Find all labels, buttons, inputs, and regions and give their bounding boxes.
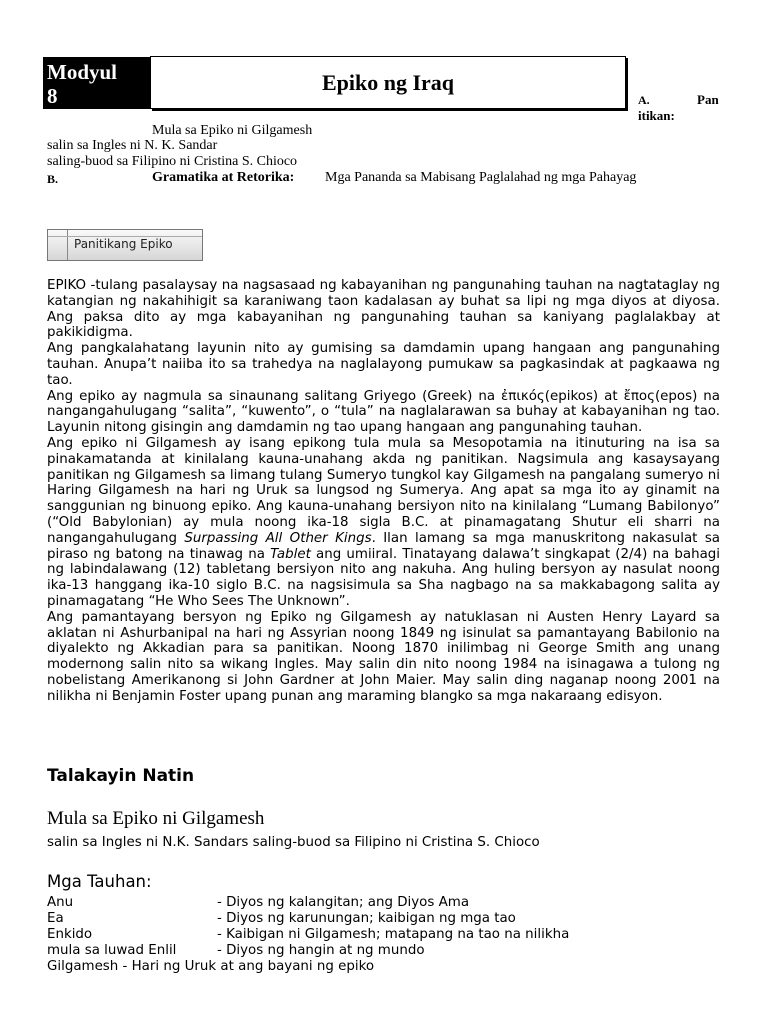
paragraph-layunin: Ang pangkalahatang layunin nito ay gumising sa damdamin upang hangaan ang pangunahing tauhan. Anupa’t naiiba ito sa trahedya na naglalayong pumukaw sa pagkasindak at pagkaawa ng tao. (47, 341, 720, 388)
module-label: Modyul (47, 60, 118, 84)
character-desc: - Diyos ng karunungan; kaibigan ng mga tao (217, 910, 516, 926)
paragraph-standard-version: Ang pamantayang bersyon ng Epiko ng Gilgamesh ay natuklasan ni Austen Henry Layard sa aklatan ni Ashurbanipal na hari ng Assyrian noong 1849 ng isinulat sa pamantayang Babilonio na diyalekto ng Akkadian para sa panitikan. Noong 1870 inilimbag ni George Smith ang unang modernong salin nito sa wikang Ingles. May salin din nito noong 1984 na isinagawa a tulong ng nobelistang Amerikanong si John Gardner at John Maier. May salin ding naganap noong 2001 na nilikha ni Benjamin Foster upang punan ang maraming blangko sa mga nakaraang edisyon. (47, 609, 720, 704)
character-desc: - Diyos ng kalangitan; ang Diyos Ama (217, 895, 470, 910)
character-row (47, 911, 647, 927)
character-name: Enkido (47, 926, 93, 942)
character-row (47, 959, 647, 975)
character-row (47, 927, 647, 943)
paragraph-gilgamesh-history-part1: Ang epiko ni Gilgamesh ay isang epikong tula mula sa Mesopotamia na itinuturing na isa sa pinakamatanda at kinilalang kauna-unahang akda ng panitikan. Nagsimula ang kasaysayang panitikan ng Gilgamesh sa limang tulang Sumeryo tungkol kay Gilgamesh na pangalang sumeryo ni Haring Gilgamesh na hari ng Uruk sa lungsod ng Sumerya. Ang apat sa mga ito ay ginamit na sanggunian ng binuong epiko. Ang kauna-unahang bersiyon nito na kinilalang “Lumang Babilonyo” (“Old Babylonian) ay mula noong ika-18 sigla B.C. at pinamagatang Shutur eli sharri na nangangahulugang (47, 435, 720, 546)
module-number: 8 (47, 84, 58, 108)
tablet-term: Tablet (270, 546, 311, 562)
character-row (47, 895, 647, 911)
section-tab-label: Panitikang Epiko (74, 237, 173, 251)
character-row (47, 943, 647, 959)
character-desc: - Kaibigan ni Gilgamesh; matapang na tao na nilikha (217, 926, 570, 942)
character-name: Anu (47, 895, 74, 910)
translator-line: salin sa Ingles ni N.K. Sandars saling-buod sa Filipino ni Cristina S. Chioco (47, 835, 540, 850)
surpassing-title: Surpassing All Other Kings (184, 530, 372, 546)
source-retelling-line: saling-buod sa Filipino ni Cristina S. Chioco (47, 154, 298, 169)
section-a-label-part1: Pan (697, 92, 719, 107)
character-name: Gilgamesh - Hari ng Uruk at ang bayani ng epiko (47, 958, 375, 974)
paragraph-etymology: Ang epiko ay nagmula sa sinaunang salitang Griyego (Greek) na ἐπικός(epikos) at ἔπος(epos) na nangangahulugang “salita”, “kuwento”, o “tula” na naglalarawan sa buhay at kabayanihan ng tao. Layunin nitong gisingin ang damdamin ng tao upang hangaan ang pangunahing tauhan. (47, 388, 720, 436)
discussion-heading: Talakayin Natin (47, 766, 195, 786)
section-a-label-part2: itikan: (638, 108, 675, 123)
source-title-line: Mula sa Epiko ni Gilgamesh (152, 123, 313, 138)
section-b-topic: Mga Pananda sa Mabisang Paglalahad ng mga Pahayag (325, 170, 637, 185)
character-name: mula sa luwad Enlil (47, 942, 177, 958)
page-title: Epiko ng Iraq (150, 56, 626, 109)
character-desc: - Diyos ng hangin at ng mundo (217, 942, 425, 958)
section-b-letter: B. (47, 172, 59, 186)
section-b-label: Gramatika at Retorika: (152, 170, 295, 185)
paragraph-gilgamesh-history-part3: ang umiiral. Tinatayang dalawa’t singkapat (2/4) na bahagi ng labindalawang (12) tabletang bersiyon nito ang nakuha. Ang huling bersyon ay nasulat noong ika-13 hanggang ika-10 siglo B.C. na nagsisimula sa Sha nagbago na sa makkabagong salita ay pinamagatang “He Who Sees The Unknown”. (47, 546, 720, 609)
paragraph-gilgamesh-history (47, 436, 720, 610)
character-name: Ea (47, 910, 64, 926)
section-tab-panitikang-epiko (47, 229, 203, 261)
paragraph-epiko-definition: EPIKO -tulang pasalaysay na nagsasaad ng kabayanihan ng pangunahing tauhan na nagtataglay ng katangian ng nakahihigit sa karaniwang taon kadalasan ay buhat sa lipi ng mga diyos at diyosa. Ang paksa dito ay mga kabayanihan ng pangunahing tauhan sa kaniyang paglalakbay at pakikidigma. (47, 278, 720, 341)
source-translation-line: salin sa Ingles ni N. K. Sandar (47, 138, 218, 153)
character-list (47, 895, 647, 974)
story-title: Mula sa Epiko ni Gilgamesh (47, 808, 265, 829)
module-label-box (43, 57, 150, 109)
body-text (47, 278, 720, 705)
characters-heading: Mga Tauhan: (47, 872, 152, 891)
paragraph-gilgamesh-history-part2: . Ilan lamang sa mga manuskritong nakasulat sa piraso ng batong na tinawag na (47, 530, 721, 562)
section-a-letter: A. (638, 93, 650, 107)
